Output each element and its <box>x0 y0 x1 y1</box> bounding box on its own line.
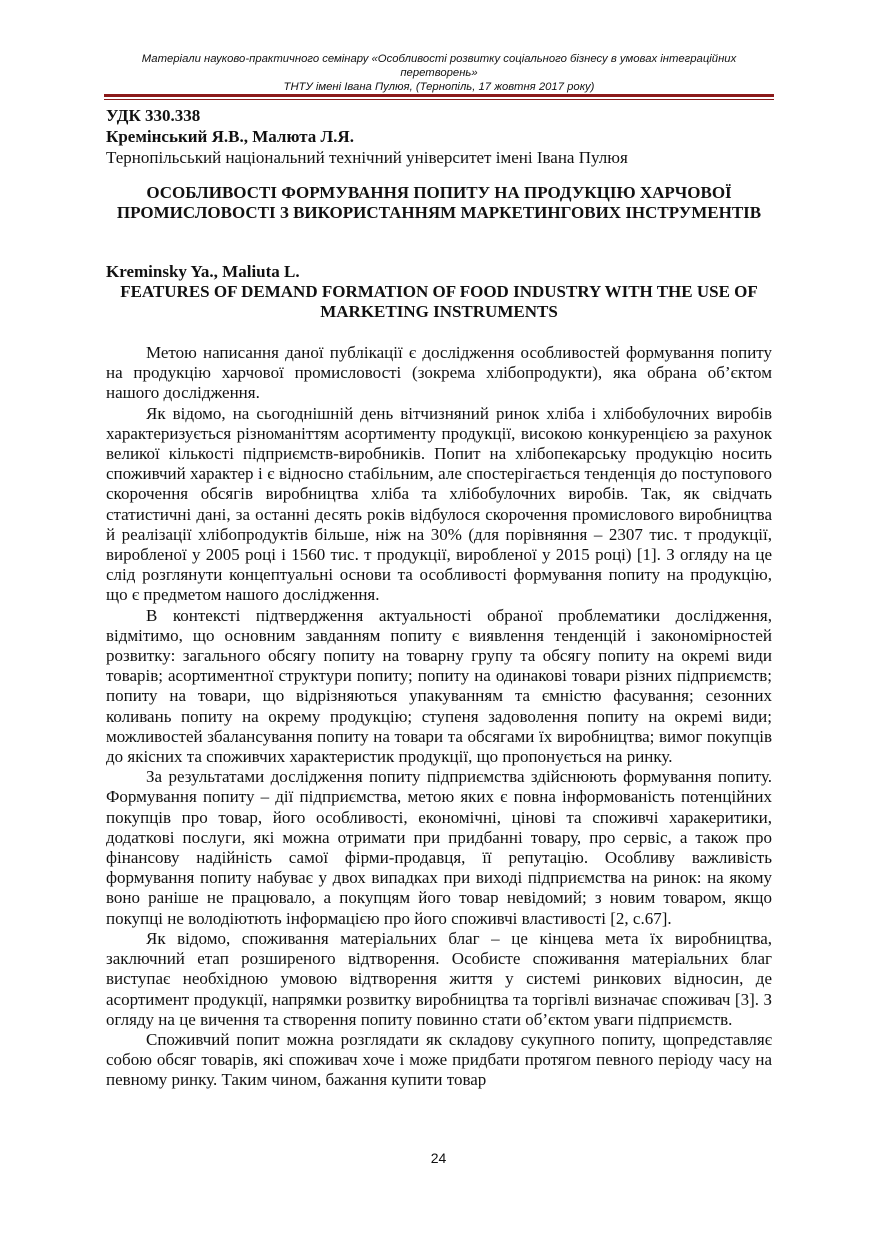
header-rule-thick <box>104 94 774 97</box>
header-rule-thin <box>104 99 774 100</box>
paragraph: Споживчий попит можна розглядати як складову сукупного попиту, щопредставляє собою обсяг товарів, які споживач хоче і може придбати протягом певного періоду часу на певному ринку. Таким чином, бажання купити товар <box>106 1029 772 1090</box>
header-venue-date: ТНТУ імені Івана Пулюя, (Тернопіль, 17 жовтня 2017 року) <box>283 81 595 93</box>
affiliation: Тернопільський національний технічний університет імені Івана Пулюя <box>106 148 628 167</box>
paper-title-ua: ОСОБЛИВОСТІ ФОРМУВАННЯ ПОПИТУ НА ПРОДУКЦІЮ ХАРЧОВОЇ ПРОМИСЛОВОСТІ З ВИКОРИСТАННЯМ МАРКЕТИНГОВИХ ІНСТРУМЕНТІВ <box>116 183 762 222</box>
authors-en: Kreminsky Ya., Maliuta L. <box>106 262 300 281</box>
authors-ua: Кремінський Я.В., Малюта Л.Я. <box>106 127 354 146</box>
running-header <box>104 52 774 94</box>
body-text <box>106 343 772 1091</box>
header-conference-title: Матеріали науково-практичного семінару «Особливості розвитку соціального бізнесу в умовах інтеграційних перетворень» <box>141 53 737 79</box>
page-number: 24 <box>430 1150 447 1166</box>
paragraph: За результатами дослідження попиту підприємства здійснюють формування попиту. Формування попиту – дії підприємства, метою яких є повна інформованість потенційних покупців про товар, його особливості, економічні, цінові та споживчі харакеритики, додаткові послуги, які можна отримати при придбанні товару, про сервіс, а також про фінансову надійність самої фірми-продавця, її репутацію. Особливу важливість формування попиту набуває у двох випадках при виході підприємства на ринок: на якому воно раніше не працювало, а покупцям його товар невідомий; з новим товаром, якщо покупці не володіютють інформацією про його споживчі властивості [2, с.67]. <box>106 767 772 928</box>
paragraph: В контексті підтвердження актуальності обраної проблематики дослідження, відмітимо, що основним завданням попиту є виявлення тенденцій і закономірностей розвитку: загального обсягу попиту на товарну групу та обсягу попиту на окремі види товарів; асортиментної структури попиту; попиту на одинакові товари різних підприємств; попиту на товари, що відрізняються упакуванням та ємністю фасування; сезонних коливань попиту на окрему продукцію; ступеня задоволення попиту на окремі види; можливостей збалансування попиту на товари та обсягами їх виробництва; вимог покупців до якісних та споживчих характеристик продукції, що пропонується на ринку. <box>106 605 772 767</box>
udc-code: УДК 330.338 <box>106 106 201 125</box>
paper-title-en: FEATURES OF DEMAND FORMATION OF FOOD INDUSTRY WITH THE USE OF MARKETING INSTRUMENTS <box>120 282 758 321</box>
paragraph: Як відомо, споживання матеріальних благ – це кінцева мета їх виробництва, заключний етап розширеного відтворення. Особисте споживання матеріальних благ виступає необхідною умовою відтворення життя у системі ринкових відносин, де асортимент продукції, напрямки розвитку виробництва та торгівлі визначає споживач [3]. З огляду на це вичення та створення попиту повинно стати об’єктом уваги підприємств. <box>106 928 772 1029</box>
paragraph: Метою написання даної публікації є дослідження особливостей формування попиту на продукцію харчової промисловості (зокрема хлібопродукти), яка обрана об’єктом нашого дослідження. <box>106 343 772 403</box>
paragraph: Як відомо, на сьогоднішній день вітчизняний ринок хліба і хлібобулочних виробів характеризується різноманіттям асортименту продукції, високою конкуренцією за рахунок великої кількості підприємств-виробників. Попит на хлібопекарську продукцію носить споживчий характер і є відносно стабільним, але спостерігається тенденція до поступового скорочення обсягів виробництва хліба та хлібобулочних виробів. Так, як свідчать статистичні дані, за останні десять років відбулося скорочення промислового виробництва й реалізації хлібопродуктів більше, ніж на 30% (для порівняння – 2307 тис. т продукції, виробленої у 2005 році і 1560 тис. т продукції, виробленої у 2015 році) [1]. З огляду на це слід розглянути концептуальні основи та особливості формування попиту на продукцію, що є предметом нашого дослідження. <box>106 403 772 605</box>
